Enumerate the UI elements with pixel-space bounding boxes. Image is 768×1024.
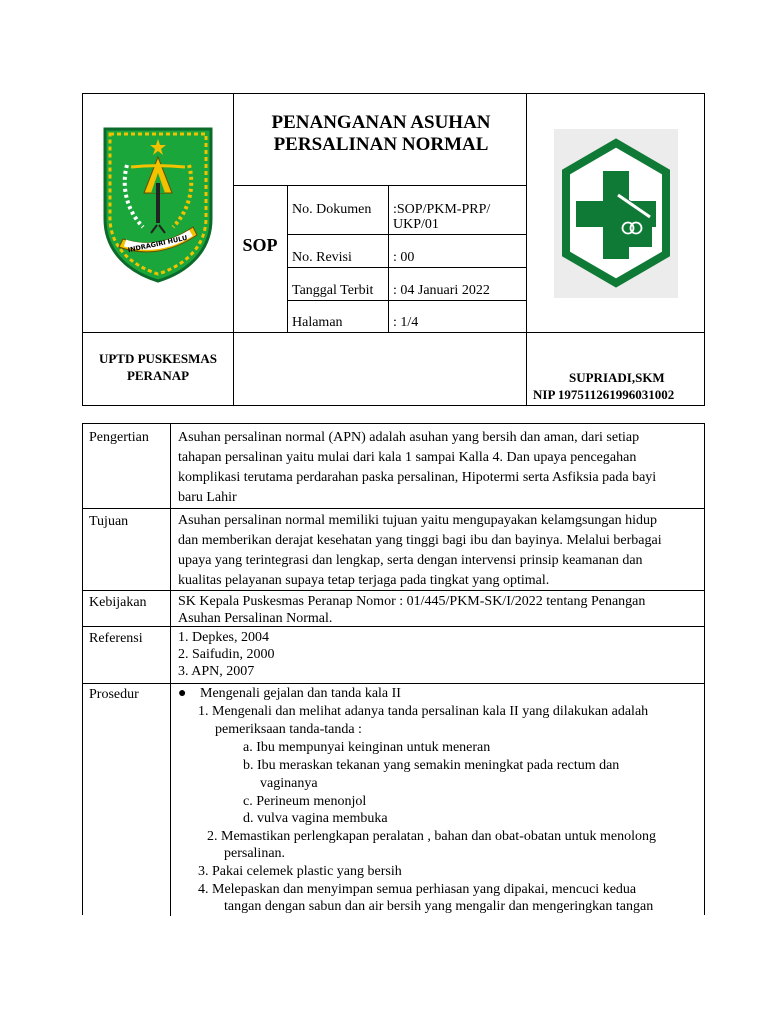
tujuan-line: Asuhan persalinan normal memiliki tujuan yaitu mengupayakan kelamgsungan hidup bbox=[178, 513, 658, 528]
prosedur-sub-b: b. Ibu meraskan tekanan yang semakin meningkat pada rectum dan bbox=[243, 758, 620, 773]
prosedur-sub-b-cont: vaginanya bbox=[260, 776, 318, 791]
kebijakan-line: Asuhan Persalinan Normal. bbox=[178, 611, 333, 626]
svg-text:INDRAGIRI HULU: INDRAGIRI HULU bbox=[127, 233, 189, 255]
row-divider bbox=[83, 508, 704, 509]
prosedur-step-1-cont: pemeriksaan tanda-tanda : bbox=[215, 722, 362, 737]
prosedur-step-4: 4. Melepaskan dan menyimpan semua perhiasan yang dipakai, mencuci kedua bbox=[198, 882, 637, 897]
tujuan-line: kualitas pelayanan supaya tetap terjaga pada tingkat yang optimal. bbox=[178, 573, 550, 588]
row-divider bbox=[83, 626, 704, 627]
title-line-1: PENANGANAN ASUHAN bbox=[271, 112, 491, 133]
meta-value-issue-date: : 04 Januari 2022 bbox=[393, 283, 490, 298]
prosedur-sub-a: a. Ibu mempunyai keinginan untuk meneran bbox=[243, 740, 491, 755]
prosedur-step-1: 1. Mengenali dan melihat adanya tanda persalinan kala II yang dilakukan adalah bbox=[198, 704, 649, 719]
meta-label-revision: No. Revisi bbox=[292, 250, 352, 265]
divider bbox=[287, 234, 526, 235]
meta-label-issue-date: Tanggal Terbit bbox=[292, 283, 374, 298]
bullet-icon: ● bbox=[178, 686, 187, 701]
row-divider bbox=[83, 683, 704, 684]
puskesmas-logo bbox=[554, 129, 678, 298]
prosedur-step-2: 2. Memastikan perlengkapan peralatan , bahan dan obat-obatan untuk menolong bbox=[207, 829, 657, 844]
kebijakan-line: SK Kepala Puskesmas Peranap Nomor : 01/445/PKM-SK/I/2022 tentang Penangan bbox=[178, 594, 646, 609]
pengertian-line: Asuhan persalinan normal (APN) adalah asuhan yang bersih dan aman, dari setiap bbox=[178, 430, 640, 445]
document-title bbox=[235, 112, 527, 156]
pengertian-line: tahapan persalinan yaitu mulai dari kala 1 sampai Kalla 4. Dan upaya pencegahan bbox=[178, 450, 637, 465]
prosedur-step-2-cont: persalinan. bbox=[224, 846, 286, 861]
meta-value-revision: : 00 bbox=[393, 250, 415, 265]
prosedur-step-4-cont: tangan dengan sabun dan air bersih yang mengalir dan mengeringkan tangan bbox=[224, 899, 654, 914]
divider bbox=[287, 300, 526, 301]
divider bbox=[233, 185, 526, 186]
signer-nip: NIP 197511261996031002 bbox=[533, 387, 675, 402]
prosedur-bullet: Mengenali gejalan dan tanda kala II bbox=[200, 686, 401, 701]
tujuan-line: upaya yang terintegrasi dan lengkap, serta dengan intervensi prinsip keamanan dan bbox=[178, 553, 643, 568]
sop-content-table bbox=[82, 423, 705, 915]
signer-name: SUPRIADI,SKM bbox=[569, 370, 665, 385]
meta-value-document-number-line-1: :SOP/PKM-PRP/ bbox=[393, 202, 491, 217]
referensi-item: 2. Saifudin, 2000 bbox=[178, 647, 275, 662]
pengertian-line: baru Lahir bbox=[178, 490, 237, 505]
tujuan-line: dan memberikan derajat kesehatan yang tinggi bagi ibu dan bayinya. Melalui berbagai bbox=[178, 533, 662, 548]
divider bbox=[287, 267, 526, 268]
pengertian-line: komplikasi terutama perdarahan paska persalinan, Hipotermi serta Asfiksia pada bayi bbox=[178, 470, 657, 485]
divider bbox=[388, 185, 389, 332]
row-divider bbox=[83, 590, 704, 591]
referensi-item: 3. APN, 2007 bbox=[178, 664, 255, 679]
organization-line-2: PERANAP bbox=[126, 368, 190, 383]
organization-line-1: UPTD PUSKESMAS bbox=[98, 351, 218, 366]
meta-label-document-number: No. Dokumen bbox=[292, 202, 372, 217]
section-label-prosedur: Prosedur bbox=[89, 687, 139, 702]
prosedur-step-3: 3. Pakai celemek plastic yang bersih bbox=[198, 864, 402, 879]
column-divider bbox=[170, 424, 171, 916]
prosedur-sub-c: c. Perineum menonjol bbox=[243, 794, 367, 809]
section-label-kebijakan: Kebijakan bbox=[89, 595, 147, 610]
prosedur-sub-d: d. vulva vagina membuka bbox=[243, 811, 388, 826]
title-line-2: PERSALINAN NORMAL bbox=[273, 134, 489, 155]
section-label-pengertian: Pengertian bbox=[89, 430, 149, 445]
section-label-tujuan: Tujuan bbox=[89, 514, 129, 529]
sop-label: SOP bbox=[242, 235, 278, 255]
referensi-item: 1. Depkes, 2004 bbox=[178, 630, 269, 645]
meta-value-document-number-line-2: UKP/01 bbox=[393, 217, 439, 232]
document-header bbox=[82, 93, 705, 406]
meta-label-page: Halaman bbox=[292, 315, 343, 330]
regency-emblem-logo bbox=[101, 127, 215, 283]
meta-value-page: : 1/4 bbox=[393, 315, 419, 330]
section-label-referensi: Referensi bbox=[89, 631, 143, 646]
divider bbox=[83, 332, 704, 333]
organization-name bbox=[83, 350, 233, 384]
divider bbox=[287, 185, 288, 332]
